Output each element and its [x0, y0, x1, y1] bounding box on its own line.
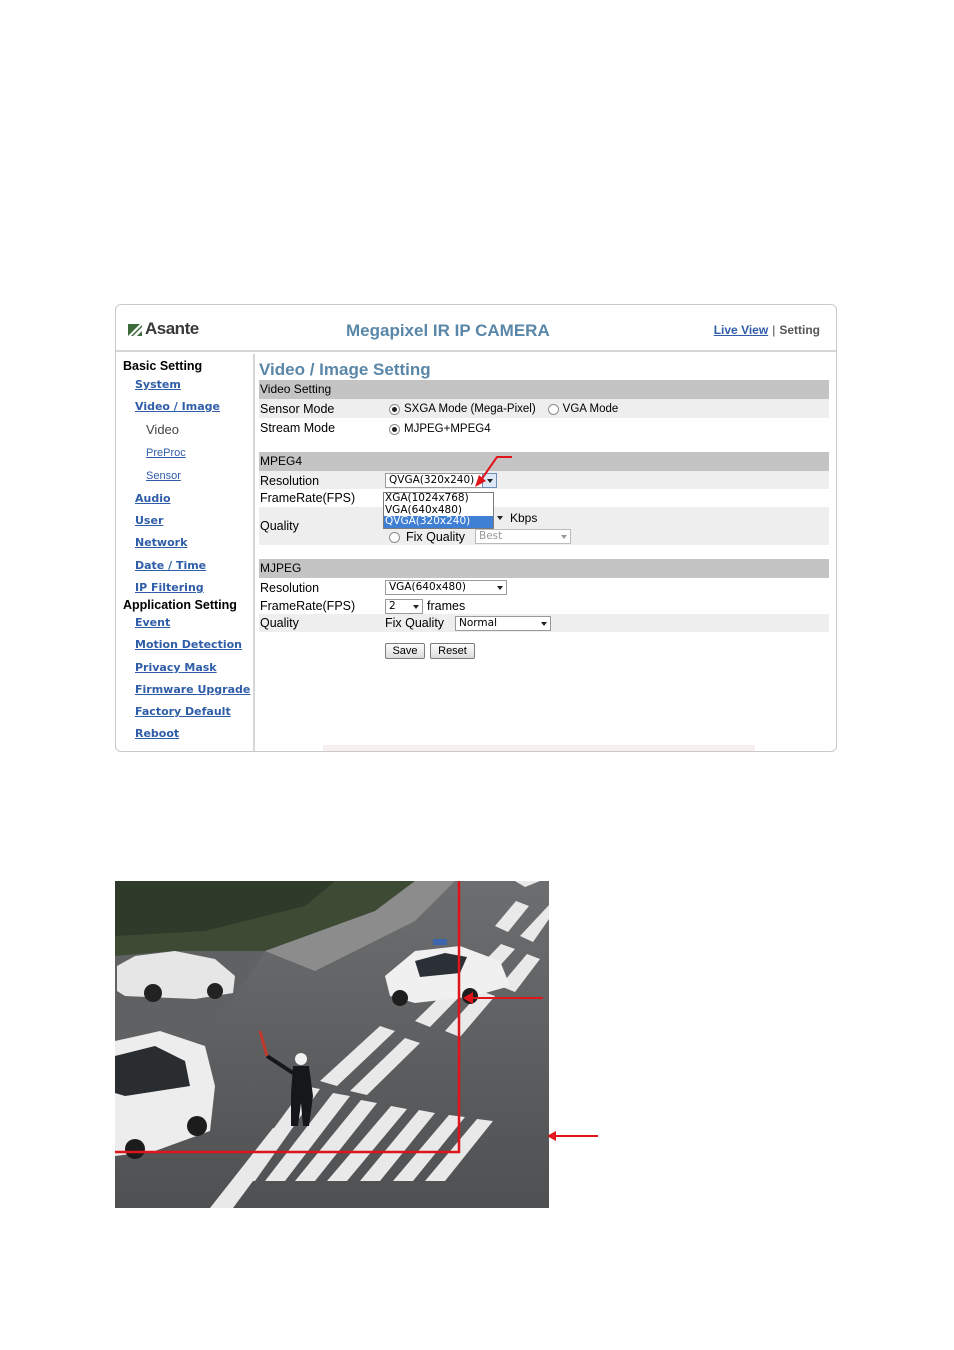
traffic-scene-image: [115, 881, 549, 1208]
mpeg4-framerate-row: [259, 489, 829, 507]
brand-logo: [128, 319, 199, 339]
chevron-down-icon: [497, 586, 503, 590]
top-nav: [714, 323, 820, 337]
mjpeg-framerate-unit: frames: [427, 599, 466, 613]
mjpeg-resolution-label: Resolution: [260, 581, 320, 595]
sxga-mode-label: SXGA Mode (Mega-Pixel): [404, 403, 536, 415]
sensor-mode-row: [259, 399, 829, 418]
mpeg4-fix-quality-value: Best: [479, 530, 503, 542]
chevron-down-icon: [541, 622, 547, 626]
save-button[interactable]: Save: [385, 643, 425, 659]
sidebar-item-motion-detection[interactable]: Motion Detection: [135, 638, 242, 651]
mjpeg-fix-quality-label: Fix Quality: [385, 616, 445, 630]
mjpeg-resolution-value: VGA(640x480): [389, 581, 466, 593]
mjpeg-quality-label: Quality: [260, 616, 299, 630]
bitrate-dropdown-arrow-icon[interactable]: [497, 516, 503, 520]
sxga-mode-radio[interactable]: [389, 404, 400, 415]
mjpeg-framerate-select[interactable]: [385, 599, 423, 614]
mpeg4-resolution-dropdown-list[interactable]: [383, 492, 494, 529]
chevron-down-icon: [561, 535, 567, 539]
sidebar-item-network[interactable]: Network: [135, 536, 188, 549]
mjpeg-framerate-row: [259, 596, 829, 614]
sidebar-item-ip-filtering[interactable]: IP Filtering: [135, 581, 204, 594]
camera-settings-screenshot: [115, 304, 837, 752]
application-setting-heading: Application Setting: [123, 598, 237, 612]
logo-text: Asante: [145, 319, 199, 338]
fix-quality-label: Fix Quality: [406, 530, 466, 544]
sidebar-item-event[interactable]: Event: [135, 616, 171, 629]
main-panel: [257, 354, 831, 752]
sensor-mode-label: Sensor Mode: [260, 402, 335, 416]
stream-mode-options: [389, 423, 491, 435]
mpeg4-quality-row: [259, 503, 829, 545]
sidebar-item-date-time[interactable]: Date / Time: [135, 559, 207, 572]
bitrate-control: [497, 511, 537, 525]
resolution-option-vga[interactable]: VGA(640x480): [385, 503, 462, 516]
annotation-arrow-line: [556, 1135, 598, 1137]
mjpeg-quality-row: [259, 614, 829, 632]
sidebar-item-user[interactable]: User: [135, 514, 164, 527]
bitrate-unit: Kbps: [510, 511, 538, 525]
nav-separator: |: [772, 323, 776, 337]
vga-mode-radio[interactable]: [548, 404, 559, 415]
mjpeg-fix-quality-select[interactable]: [455, 616, 551, 631]
sidebar-item-system[interactable]: System: [135, 378, 181, 391]
fix-quality-radio[interactable]: [389, 532, 400, 543]
app-title: Megapixel IR IP CAMERA: [346, 321, 550, 340]
sidebar-item-audio[interactable]: Audio: [135, 492, 171, 505]
annotation-arrow-icon: [467, 454, 517, 489]
basic-setting-heading: Basic Setting: [123, 359, 203, 373]
resolution-option-qvga[interactable]: QVGA(320x240): [384, 516, 493, 528]
annotation-arrow-icon: [547, 1131, 556, 1141]
stream-mode-row: [259, 418, 829, 438]
mpeg4-resolution-label: Resolution: [260, 474, 320, 488]
live-view-link[interactable]: Live View: [713, 323, 769, 337]
camera-sample-photo: [115, 881, 549, 1208]
sidebar: [116, 354, 255, 752]
fix-quality-option: [389, 530, 465, 544]
page-title: Video / Image Setting: [259, 360, 431, 379]
mjpeg-section: MJPEG: [259, 559, 829, 578]
sidebar-item-firmware-upgrade[interactable]: Firmware Upgrade: [135, 683, 251, 696]
mpeg4-resolution-value: QVGA(320x240): [389, 474, 475, 486]
setting-link[interactable]: Setting: [779, 323, 820, 337]
mpeg4-section: MPEG4: [259, 452, 829, 471]
mpeg4-fix-quality-select[interactable]: [475, 529, 571, 544]
sidebar-item-video-image[interactable]: Video / Image: [135, 400, 220, 413]
mpeg4-quality-label: Quality: [260, 519, 299, 533]
reset-button[interactable]: Reset: [430, 643, 475, 659]
bottom-strip: [323, 745, 755, 752]
chevron-down-icon: [413, 605, 419, 609]
mjpeg-fix-quality-value: Normal: [459, 617, 497, 629]
sensor-mode-options: [389, 403, 618, 415]
asante-logo-icon: [128, 322, 142, 336]
sidebar-item-factory-default[interactable]: Factory Default: [135, 705, 231, 718]
sidebar-item-sensor[interactable]: Sensor: [146, 470, 181, 482]
mjpeg-resolution-row: [259, 578, 829, 596]
mjpeg-framerate-label: FrameRate(FPS): [260, 599, 356, 613]
sidebar-item-preproc[interactable]: PreProc: [146, 447, 186, 459]
mpeg4-resolution-row: [259, 471, 829, 489]
mjpeg-mpeg4-label: MJPEG+MPEG4: [404, 423, 491, 435]
sidebar-item-reboot[interactable]: Reboot: [135, 727, 180, 740]
video-setting-section: Video Setting: [259, 380, 829, 399]
mjpeg-framerate-value: 2: [389, 600, 396, 612]
mjpeg-mpeg4-radio[interactable]: [389, 424, 400, 435]
mpeg4-framerate-label: FrameRate(FPS): [260, 491, 356, 505]
resolution-option-xga[interactable]: XGA(1024x768): [385, 492, 469, 504]
vga-mode-label: VGA Mode: [562, 403, 619, 415]
mjpeg-resolution-select[interactable]: [385, 580, 507, 595]
header: [116, 305, 836, 352]
sidebar-item-privacy-mask[interactable]: Privacy Mask: [135, 661, 217, 674]
stream-mode-label: Stream Mode: [260, 421, 336, 435]
sidebar-item-video-current: Video: [146, 422, 180, 437]
